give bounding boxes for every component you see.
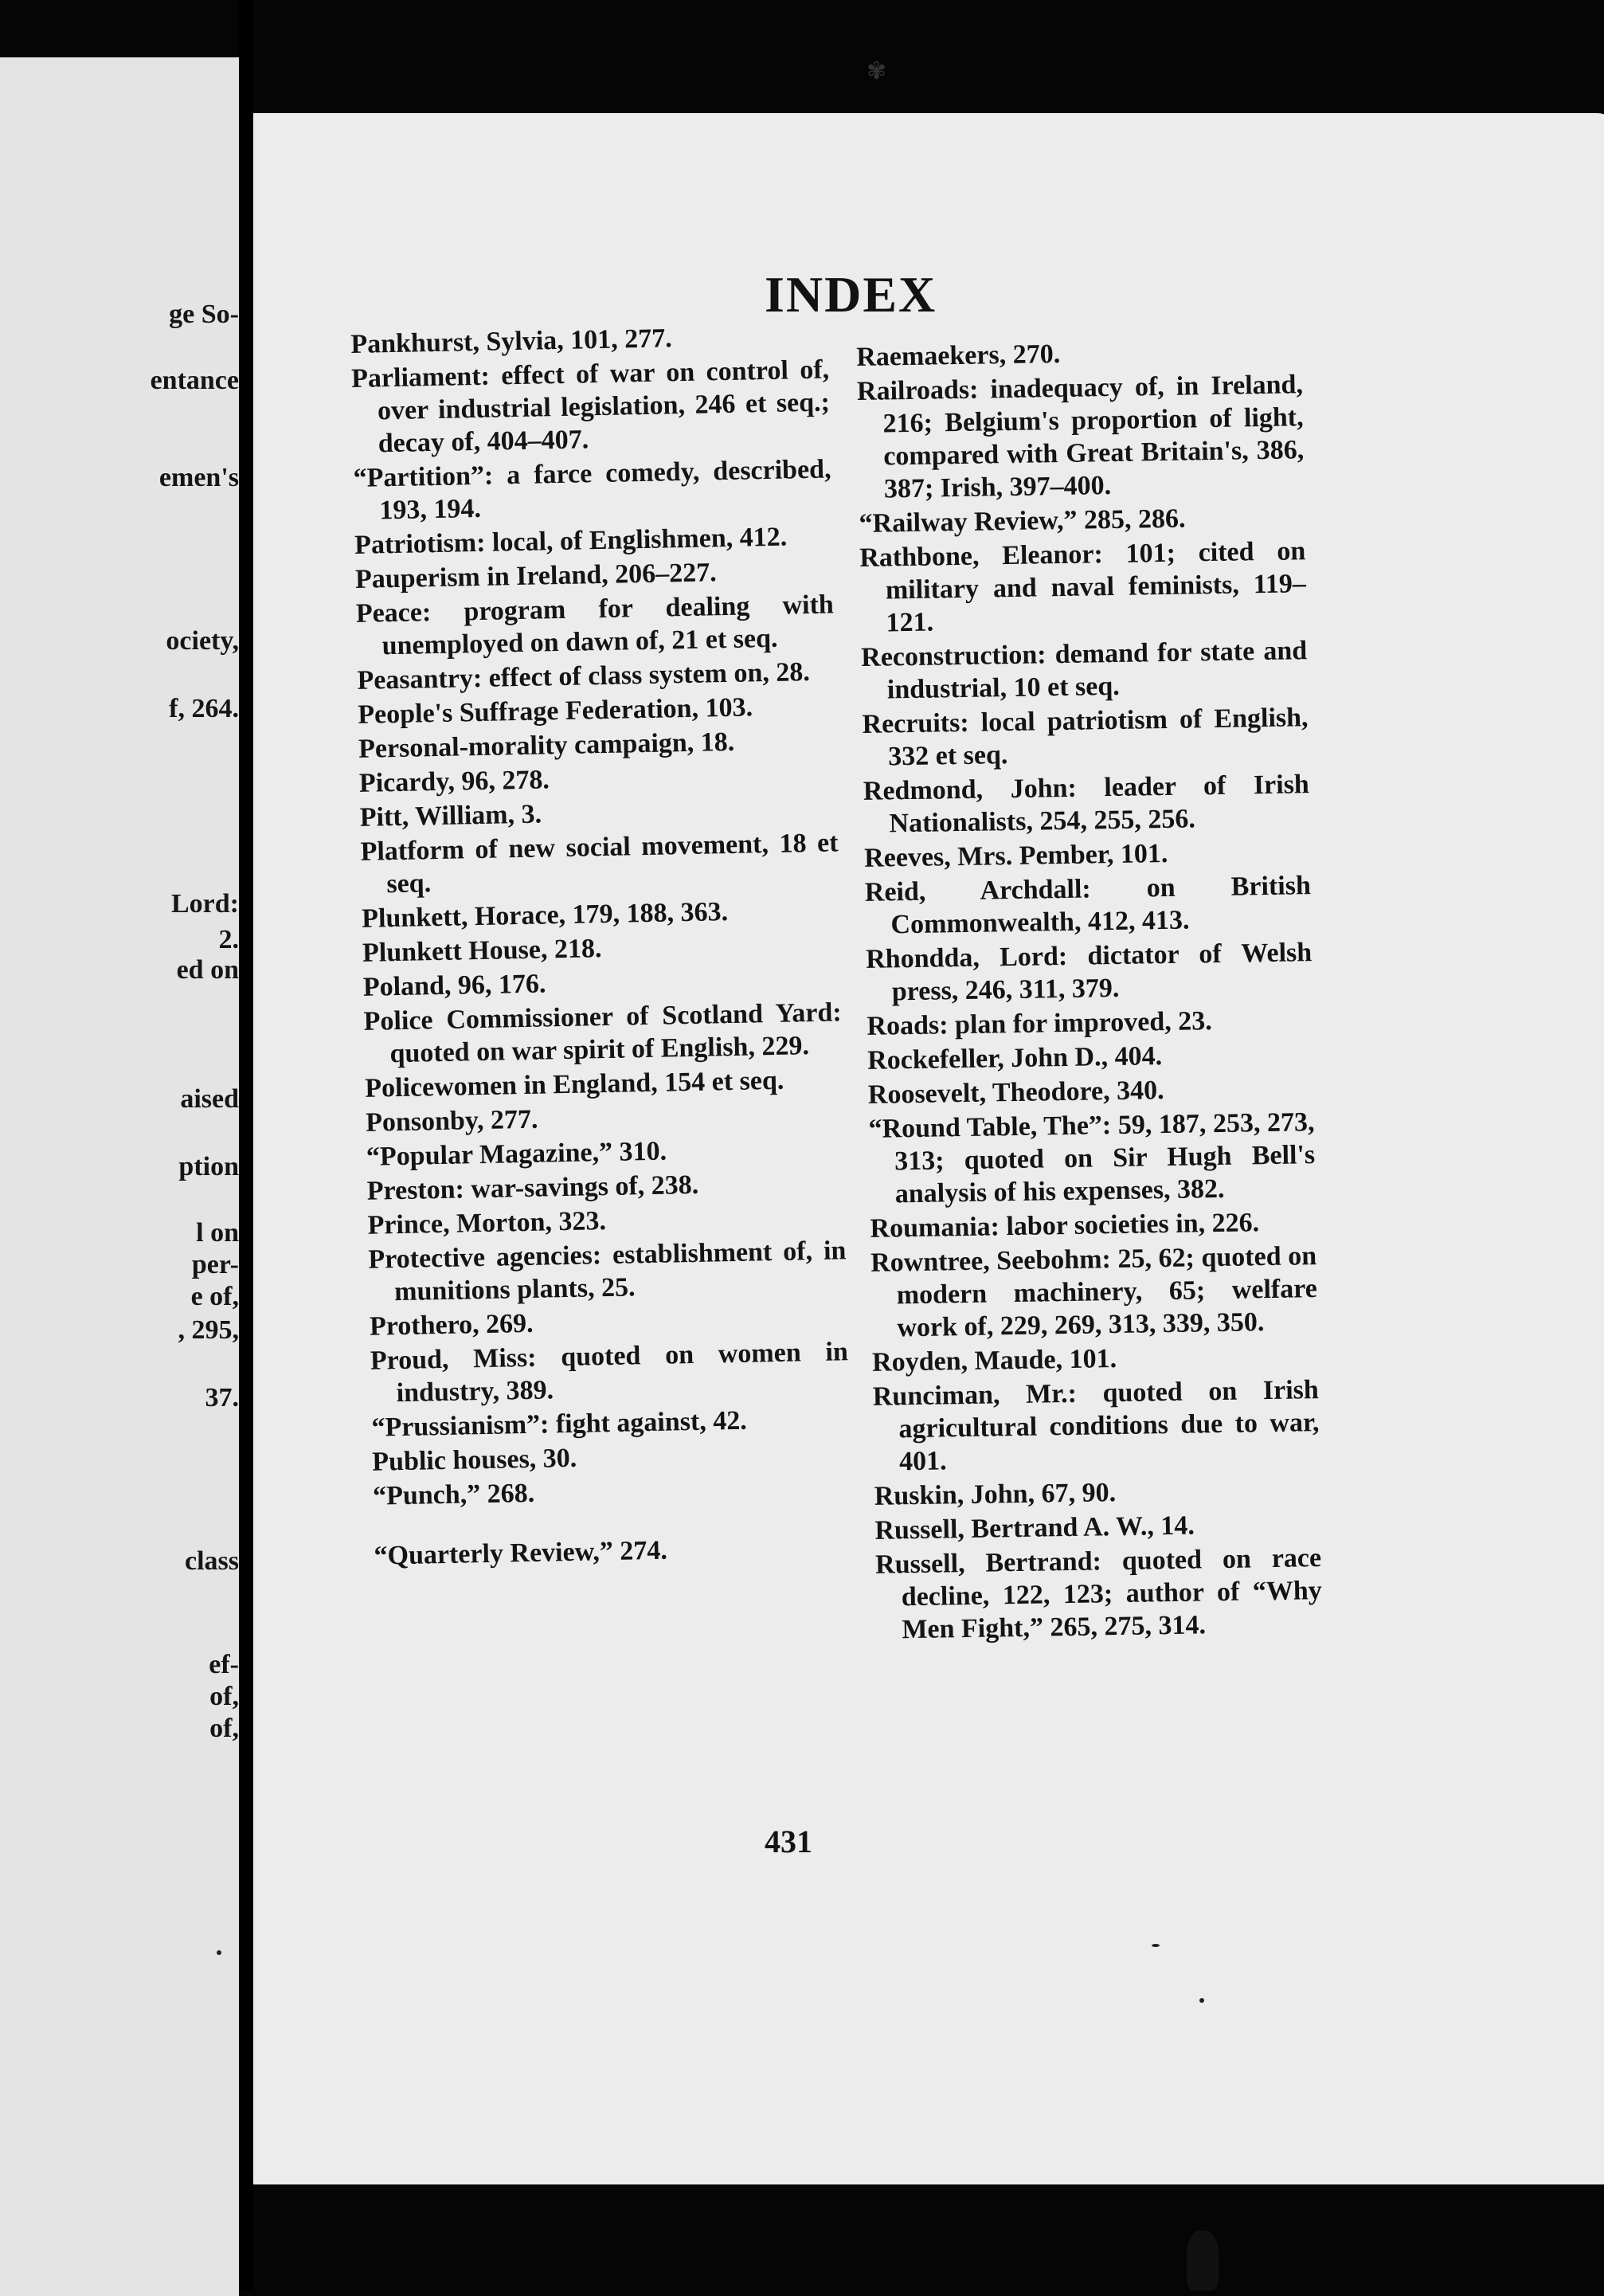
index-entry: Policewomen in England, 154 et seq.	[364, 1065, 784, 1103]
index-entry: Reeves, Mrs. Pember, 101.	[863, 838, 1168, 873]
index-entry: Reid, Archdall: on British Commonwealth, 412, 413.	[864, 871, 1312, 940]
index-entry: “Punch,” 268.	[372, 1478, 535, 1511]
index-entry: Rowntree, Seebohm: 25, 62; quoted on modern machinery, 65; welfare work of, 229, 269, 313, 339, 350.	[870, 1241, 1318, 1343]
facing-page-fragment: Lord:	[171, 889, 239, 919]
facing-page-fragment: ption	[178, 1152, 239, 1181]
index-entry: Railroads: inadequacy of, in Ireland, 216; Belgium's proportion of light, compared with Great Britain's, 386, 387; Irish, 397–400.	[856, 370, 1305, 504]
index-entry: Royden, Maude, 101.	[871, 1344, 1117, 1377]
index-entry: Picardy, 96, 278.	[358, 765, 550, 798]
index-entry: Protective agencies: establishment of, in munitions plants, 25.	[368, 1236, 847, 1307]
index-entry: “Round Table, The”: 59, 187, 253, 273, 313; quoted on Sir Hugh Bell's analysis of his expenses, 382.	[868, 1107, 1316, 1209]
facing-page-fragment: , 295,	[178, 1315, 239, 1345]
ornament-mark: ✾	[867, 58, 887, 84]
index-entry: Reconstruction: demand for state and industrial, 10 et seq.	[860, 636, 1308, 705]
facing-page-fragment: of,	[209, 1682, 239, 1711]
facing-page-fragment: aised	[180, 1084, 239, 1114]
facing-page-fragment: ge So-	[169, 300, 239, 329]
speck-mark	[1199, 1998, 1204, 2003]
index-entry: Ponsonby, 277.	[365, 1104, 538, 1138]
index-entry: Peace: program for dealing with unemployed on dawn of, 21 et seq.	[355, 590, 835, 661]
index-column-right	[856, 334, 1323, 1648]
facing-page-fragment: emen's	[158, 463, 239, 492]
index-entry: “Popular Magazine,” 310.	[366, 1136, 667, 1172]
facing-page-fragment: 2.	[218, 925, 239, 954]
index-entry: Proud, Miss: quoted on women in industry, 389.	[370, 1337, 849, 1409]
facing-page-fragment: 37.	[205, 1383, 239, 1412]
index-entry: Runciman, Mr.: quoted on Irish agricultural conditions due to war, 401.	[872, 1375, 1320, 1477]
index-entry: Public houses, 30.	[371, 1443, 577, 1477]
facing-page-fragment: f, 264.	[169, 694, 239, 723]
facing-page-fragment: e of,	[190, 1282, 239, 1311]
index-entry: “Quarterly Review,” 274.	[374, 1535, 668, 1571]
index-entry: “Prussianism”: fight against, 42.	[371, 1405, 748, 1443]
facing-page-edge	[0, 57, 239, 2296]
index-entry: Redmond, John: leader of Irish Nationalists, 254, 255, 256.	[863, 770, 1310, 839]
index-entry: Ruskin, John, 67, 90.	[874, 1478, 1117, 1511]
index-column-left	[350, 319, 852, 1573]
index-entry: Plunkett House, 218.	[362, 934, 602, 968]
index-entry: People's Suffrage Federation, 103.	[357, 692, 753, 730]
index-entry: Pauperism in Ireland, 206–227.	[354, 558, 718, 594]
index-entry: Pitt, William, 3.	[359, 799, 542, 833]
index-entry: Plunkett, Horace, 179, 188, 363.	[361, 897, 729, 934]
index-entry: Prince, Morton, 323.	[367, 1206, 607, 1240]
index-entry: Pankhurst, Sylvia, 101, 277.	[350, 323, 673, 359]
index-entry: Prothero, 269.	[369, 1308, 534, 1342]
index-entry: Police Commissioner of Scotland Yard: quoted on war spirit of English, 229.	[363, 997, 842, 1069]
facing-page-fragment: entance	[150, 366, 239, 395]
index-entry: Recruits: local patriotism of English, 332 et seq.	[862, 703, 1309, 772]
index-entry: Poland, 96, 176.	[362, 969, 546, 1002]
index-entry: Peasantry: effect of class system on, 28.	[357, 657, 811, 695]
facing-page-fragment: l on	[196, 1218, 239, 1248]
facing-page-fragment: per-	[191, 1250, 239, 1279]
page-title: INDEX	[765, 266, 937, 323]
index-entry: Platform of new social movement, 18 et seq.	[360, 828, 839, 899]
index-entry: Roads: plan for improved, 23.	[867, 1006, 1212, 1041]
facing-page-fragment: ed on	[176, 955, 239, 985]
facing-page-fragment: ef-	[209, 1650, 239, 1679]
speck-mark	[1152, 1944, 1160, 1947]
speck-mark	[217, 1950, 221, 1955]
index-entry: Preston: war-savings of, 238.	[366, 1170, 699, 1206]
index-entry: Russell, Bertrand: quoted on race decline, 122, 123; author of “Why Men Fight,” 265, 275, 314.	[874, 1543, 1322, 1645]
facing-page-fragment: ociety,	[166, 626, 239, 656]
index-entry: Personal-morality campaign, 18.	[358, 727, 735, 764]
index-entry: Patriotism: local, of Englishmen, 412.	[354, 522, 788, 560]
index-entry: “Partition”: a farce comedy, described, 193, 194.	[353, 454, 831, 526]
index-entry: Roosevelt, Theodore, 340.	[867, 1076, 1164, 1110]
index-entry: Parliament: effect of war on control of, over industrial legislation, 246 et seq.; decay of, 404–407.	[350, 355, 831, 459]
index-entry: “Railway Review,” 285, 286.	[859, 503, 1186, 539]
index-entry: Russell, Bertrand A. W., 14.	[874, 1510, 1195, 1546]
page-number: 431	[765, 1824, 812, 1859]
index-entry: Roumania: labor societies in, 226.	[870, 1208, 1260, 1244]
index-entry: Raemaekers, 270.	[856, 339, 1061, 372]
facing-page-fragment: of,	[209, 1714, 239, 1743]
index-entry: Rockefeller, John D., 404.	[867, 1041, 1163, 1076]
book-gutter	[239, 0, 253, 2290]
index-entry: Rhondda, Lord: dictator of Welsh press, 246, 311, 379.	[865, 938, 1313, 1007]
facing-page-fragment: class	[185, 1546, 239, 1576]
index-entry: Rathbone, Eleanor: 101; cited on military and naval feminists, 119–121.	[859, 536, 1307, 638]
ink-blot	[1187, 2231, 1219, 2290]
